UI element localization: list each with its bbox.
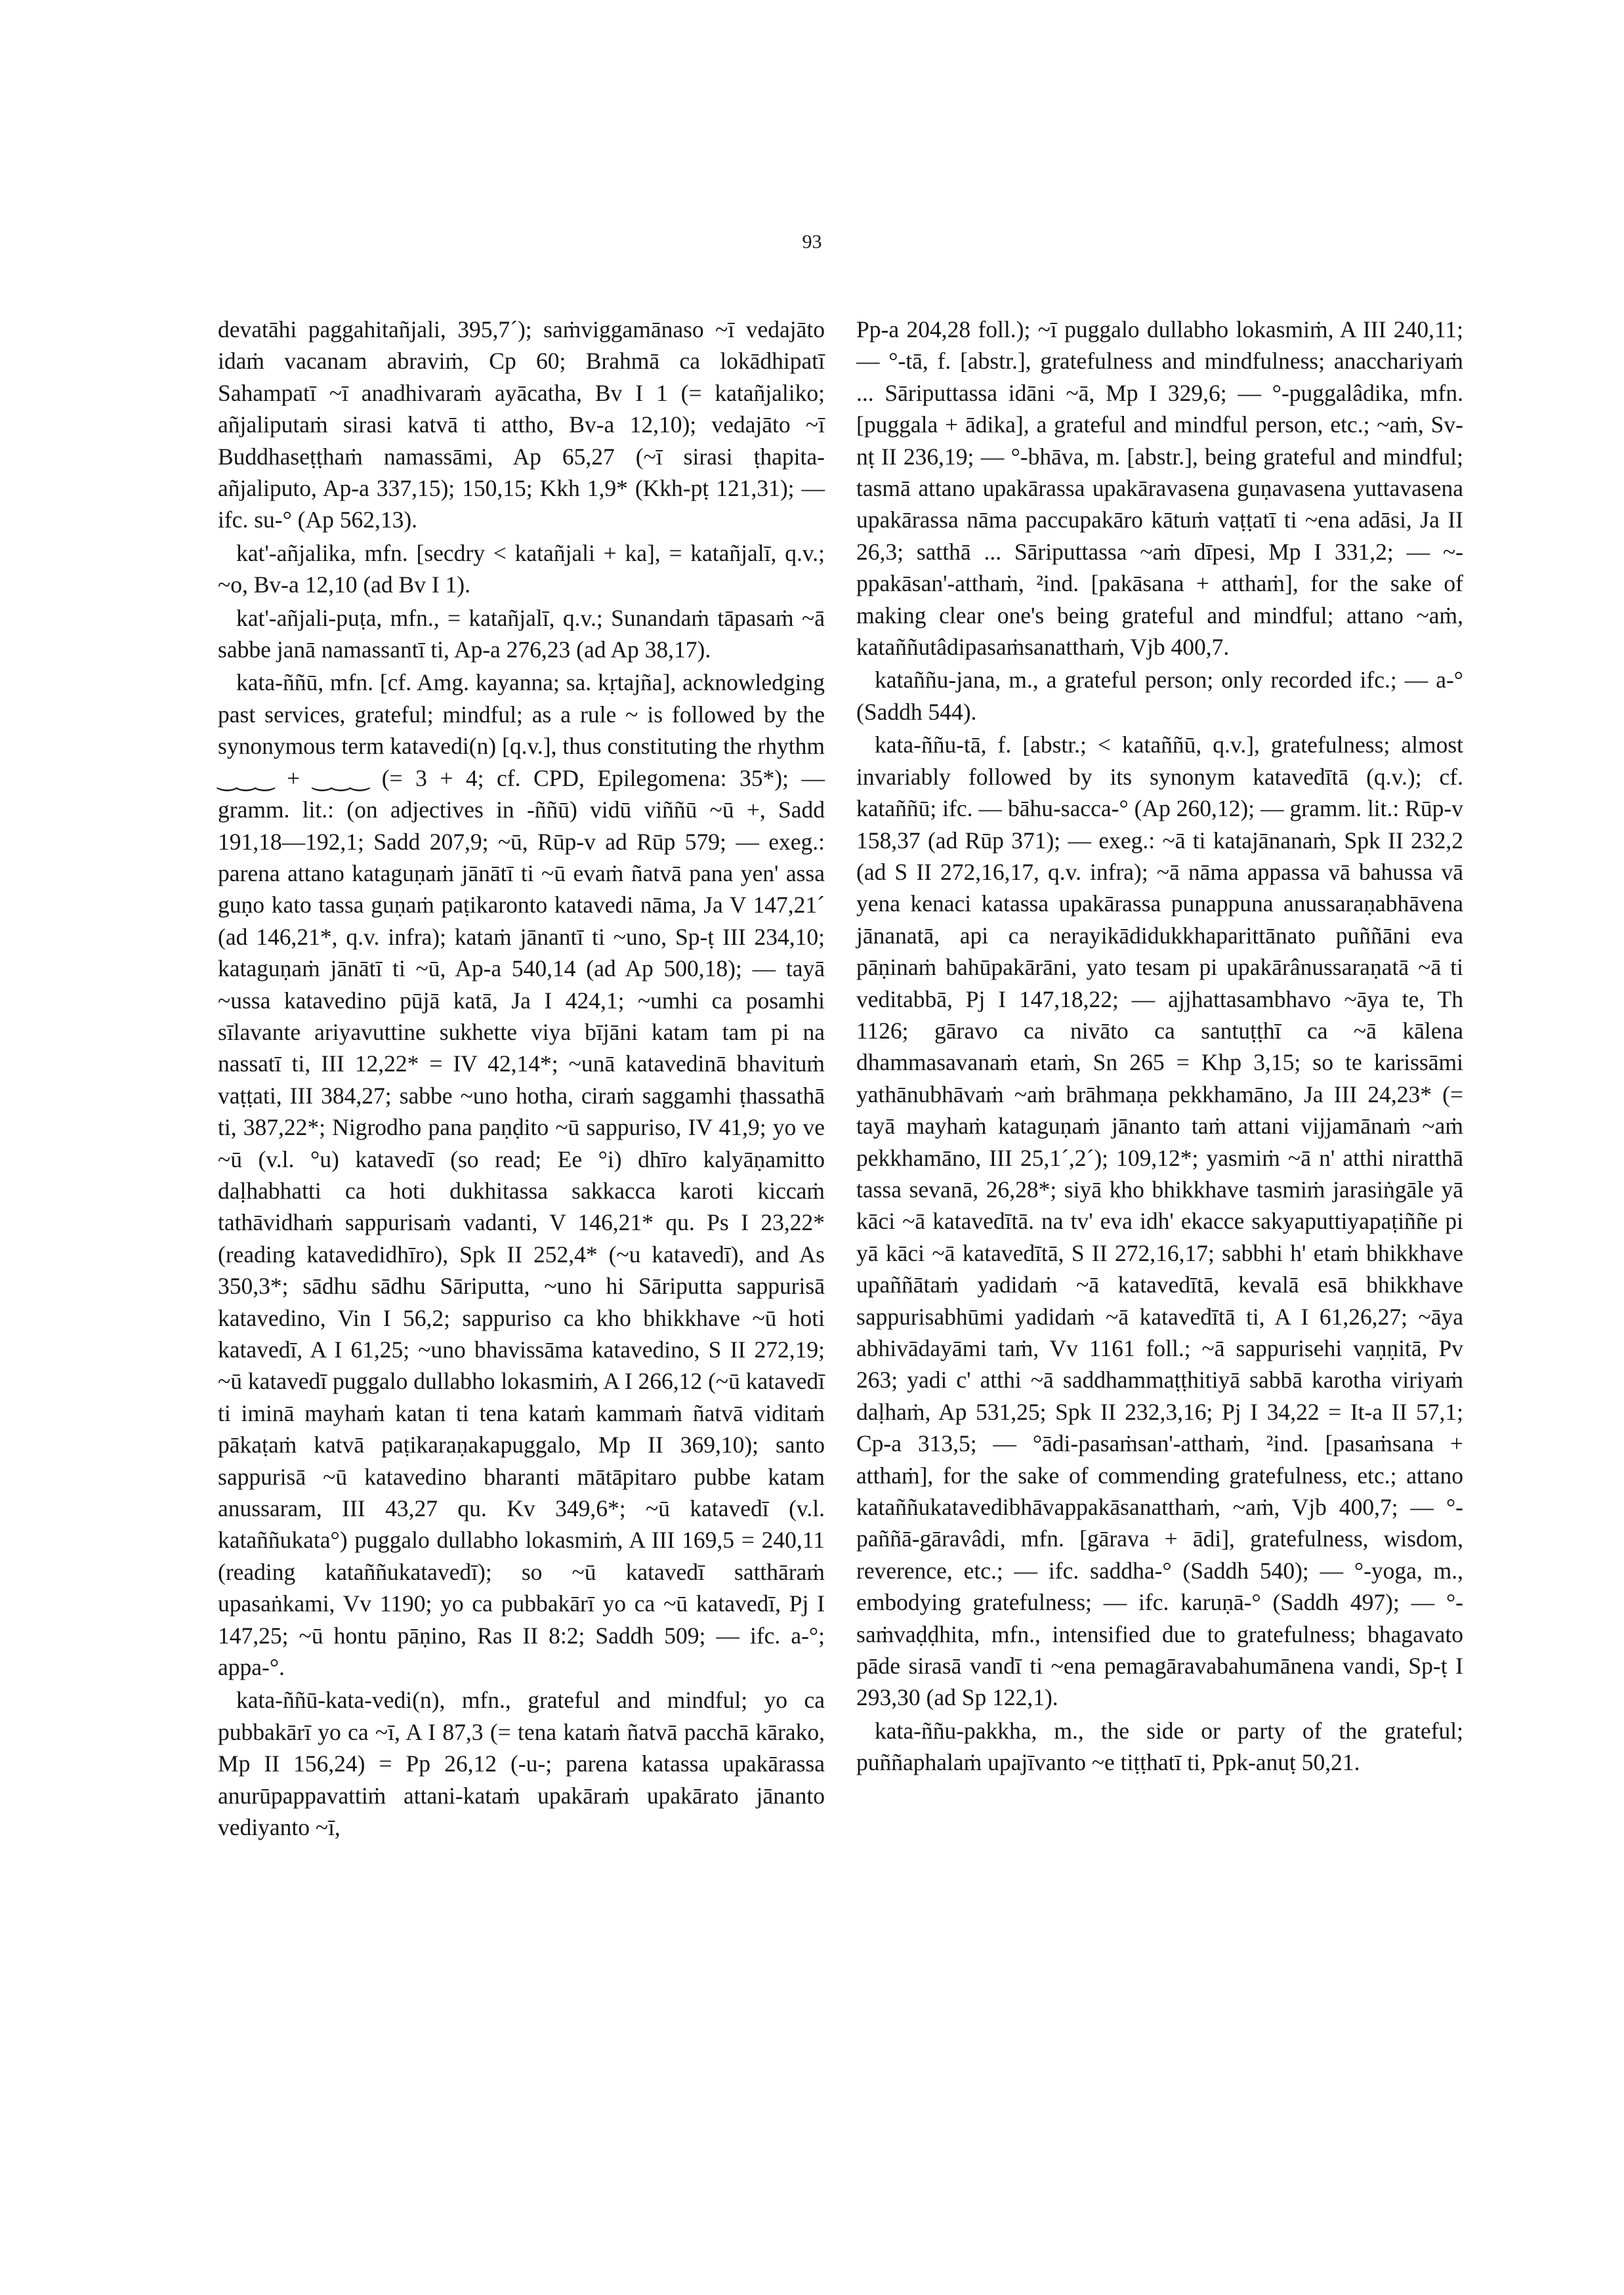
entry-katannu-jana: kataññu-jana, m., a grateful person; only recorded ifc.; — a-° (Saddh 544). [856, 667, 1463, 725]
entry-kat-anjali-puta: kat'-añjali-puṭa, mfn., = katañjalī, q.v.; Sunandaṁ tāpasaṁ ~ā sabbe janā namassantī ti, Ap-a 276,23 (ad Ap 38,17). [218, 604, 825, 663]
right-column [856, 314, 1463, 1780]
entry-kata-nnu-pakkha: kata-ññu-pakkha, m., the side or party of the grateful; puññaphalaṁ upajīvanto ~e tiṭṭhatī ti, Ppk-anuṭ 50,21. [856, 1717, 1463, 1776]
entry-katanjali-continued: devatāhi paggahitañjali, 395,7´); saṁviggamānaso ~ī vedajāto idaṁ vacanam abraviṁ, Cp 60; Brahmā ca lokādhipatī Sahampatī ~ī anadhivaraṁ ayācatha, Bv I 1 (= katañjaliko; añjaliputaṁ sirasi katvā ti attho, Bv-a 12,10); vedajāto ~ī Buddhaseṭṭhaṁ namassāmi, Ap 65,27 (~ī sirasi ṭhapita-añjaliputo, Ap-a 337,15); 150,15; Kkh 1,9* (Kkh-pṭ 121,31); — ifc. su-° (Ap 562,13). [218, 316, 825, 533]
entry-kat-anjalika: kat'-añjalika, mfn. [secdry < katañjali + ka], = katañjalī, q.v.; ~o, Bv-a 12,10 (ad Bv I 1). [218, 539, 825, 598]
page-number: 93 [802, 231, 822, 253]
entry-kata-nnu: kata-ññū, mfn. [cf. Amg. kayanna; sa. kṛtajña], acknowledging past services, grateful; mindful; as a rule ~ is followed by the synonymous term katavedi(n) [q.v.], thus constituting the rhythm ‿‿‿ + ‿‿‿ (= 3 + 4; cf. CPD, Epilegomena: 35*); — gramm. lit.: (on adjectives in -ññū) vidū viññū ~ū +, Sadd 191,18—192,1; Sadd 207,9; ~ū, Rūp-v ad Rūp 579; — exeg.: parena attano kataguṇaṁ jānātī ti ~ū evaṁ ñatvā pana yen' assa guṇo kato tassa guṇaṁ paṭikaronto katavedi nāma, Ja V 147,21´ (ad 146,21*, q.v. infra); kataṁ jānantī ti ~uno, Sp-ṭ III 234,10; kataguṇaṁ jānātī ti ~ū, Ap-a 540,14 (ad Ap 500,18); — tayā ~ussa katavedino pūjā katā, Ja I 424,1; ~umhi ca posamhi sīlavante ariyavuttine sukhette viya bījāni katam tam pi na nassatī ti, III 12,22* = IV 42,14*; ~unā katavedinā bhavituṁ vaṭṭati, III 384,27; sabbe ~uno hotha, ciraṁ saggamhi ṭhassathā ti, 387,22*; Nigrodho pana paṇḍito ~ū sappuriso, IV 41,9; yo ve ~ū (v.l. °u) katavedī (so read; Ee °i) dhīro kalyāṇamitto daḷhabhatti ca hoti dukhitassa sakkacca karoti kiccaṁ tathāvidhaṁ sappurisaṁ vadanti, V 146,21* qu. Ps I 23,22* (reading katavedidhīro), Spk II 252,4* (~u katavedī), and As 350,3*; sādhu sādhu Sāriputta, ~uno hi Sāriputta sappurisā katavedino, Vin I 56,2; sappuriso ca kho bhikkhave ~ū hoti katavedī, A I 61,25; ~uno bhavissāma katavedino, S II 272,19; ~ū katavedī puggalo dullabho lokasmiṁ, A I 266,12 (~ū katavedī ti iminā mayhaṁ katan ti tena kataṁ kammaṁ ñatvā viditaṁ pākaṭaṁ katvā paṭikaraṇakapuggalo, Mp II 369,10); santo sappurisā ~ū katavedino bharanti mātāpitaro pubbe katam anussaram, III 43,27 qu. Kv 349,6*; ~ū katavedī (v.l. kataññukata°) puggalo dullabho lokasmiṁ, A III 169,5 = 240,11 (reading kataññukatavedī); so ~ū katavedī satthāraṁ upasaṅkami, Vv 1190; yo ca pubbakārī yo ca ~ū katavedī, Pj I 147,25; ~ū hontu pāṇino, Ras II 8:2; Saddh 509; — ifc. a-°; appa-°. [218, 669, 825, 1681]
entry-kata-nnu-kata-vedin: kata-ññū-kata-vedi(n), mfn., grateful and mindful; yo ca pubbakārī yo ca ~ī, A I 87,3 (= tena kataṁ ñatvā pacchā kārako, Mp II 156,24) = Pp 26,12 (-u-; parena katassa upakārassa anurūpappavattiṁ attani-kataṁ upakāraṁ upakārato jānanto vediyanto ~ī, [218, 1687, 825, 1841]
entry-kata-nnu-kata-vedin-continued: Pp-a 204,28 foll.); ~ī puggalo dullabho lokasmiṁ, A III 240,11; — °-tā, f. [abstr.], gratefulness and mindfulness; anacchariyaṁ ... Sāriputtassa idāni ~ā, Mp I 329,6; — °-puggalâdika, mfn. [puggala + ādika], a grateful and mindful person, etc.; ~aṁ, Sv-nṭ II 236,19; — °-bhāva, m. [abstr.], being grateful and mindful; tasmā attano upakārassa upakāravasena guṇavasena yuttavasena upakārassa nāma paccupakāro kātuṁ vaṭṭatī ti ~ena adāsi, Ja II 26,3; satthā ... Sāriputtassa ~aṁ dīpesi, Mp I 331,2; — ~-ppakāsan'-atthaṁ, ²ind. [pakāsana + atthaṁ], for the sake of making clear one's being grateful and mindful; attano ~aṁ, kataññutâdipasaṁsanatthaṁ, Vjb 400,7. [856, 316, 1463, 661]
left-column [218, 314, 825, 1845]
entry-kata-nnu-ta: kata-ññu-tā, f. [abstr.; < kataññū, q.v.], gratefulness; almost invariably followed by its synonym katavedītā (q.v.); cf. kataññū; ifc. — bāhu-sacca-° (Ap 260,12); — gramm. lit.: Rūp-v 158,37 (ad Rūp 371); — exeg.: ~ā ti katajānanaṁ, Spk II 232,2 (ad S II 272,16,17, q.v. infra); ~ā nāma appassa vā bahussa vā yena kenaci katassa upakārassa punappuna anussaraṇabhāvena jānanatā, api ca nerayikādidukkhaparittānato puññāni eva pāṇinaṁ bahūpakārāni, yato tesam pi upakārânussaraṇatā ~ā ti veditabbā, Pj I 147,18,22; — ajjhattasambhavo ~āya te, Th 1126; gāravo ca nivāto ca santuṭṭhī ca ~ā kālena dhammasavanaṁ etaṁ, Sn 265 = Khp 3,15; so te karissāmi yathānubhāvaṁ ~aṁ brāhmaṇa pekkhamāno, Ja III 24,23* (= tayā mayhaṁ kataguṇaṁ jānanto taṁ attani vijjamānaṁ ~aṁ pekkhamāno, III 25,1´,2´); 109,12*; yasmiṁ ~ā n' atthi niratthā tassa sevanā, 26,28*; siyā kho bhikkhave tasmiṁ jarasiṅgāle yā kāci ~ā katavedītā. na tv' eva idh' ekacce sakyaputtiyapaṭiññe pi yā kāci ~ā katavedītā, S II 272,16,17; sabbhi h' etaṁ bhikkhave upaññātaṁ yadidaṁ ~ā katavedītā, kevalā esā bhikkhave sappurisabhūmi yadidaṁ ~ā katavedītā ti, A I 61,26,27; ~āya abhivādayāmi taṁ, Vv 1161 foll.; ~ā sappurisehi vaṇṇitā, Pv 263; yadi c' atthi ~ā saddhammaṭṭhitiyā sabbā karotha viriyaṁ daḷhaṁ, Ap 531,25; Spk II 232,3,16; Pj I 34,22 = It-a II 57,1; Cp-a 313,5; — °ādi-pasaṁsan'-atthaṁ, ²ind. [pasaṁsana + atthaṁ], for the sake of commending gratefulness, etc.; attano kataññukatavedibhāvappakāsanatthaṁ, ~aṁ, Vjb 400,7; — °-paññā-gāravâdi, mfn. [gārava + ādi], gratefulness, wisdom, reverence, etc.; — ifc. saddha-° (Saddh 540); — °-yoga, m., embodying gratefulness; — ifc. karuṇā-° (Saddh 497); — °-saṁvaḍḍhita, mfn., intensified due to gratefulness; bhagavato pāde sirasā vandī ti ~ena pemagāravabahumānena vandi, Sp-ṭ I 293,30 (ad Sp 122,1). [856, 732, 1463, 1711]
